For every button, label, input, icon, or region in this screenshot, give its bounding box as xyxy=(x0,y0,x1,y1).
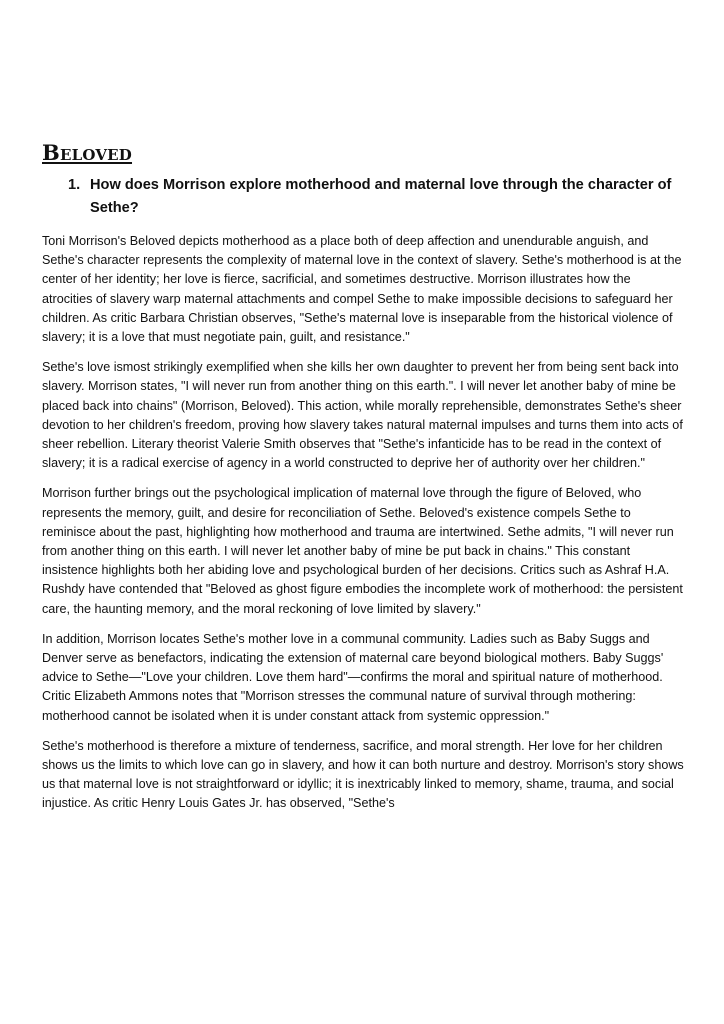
document-title: Beloved xyxy=(42,140,133,165)
paragraph-infanticide: Sethe's love ismost strikingly exemplified when she kills her own daughter to prevent her from being sent back into slavery. Morrison states, "I will never run from another thing on this earth.". I will never let another baby of mine be placed back into chains" (Morrison, Beloved). This action, while morally reprehensible, demonstrates Sethe's sheer devotion to her children's freedom, proving how slavery takes natural maternal impulses and turns them into acts of sheer rebellion. Literary theorist Valerie Smith observes that "Sethe's infanticide has to be read in the context of slavery; it is a radical exercise of agency in a world constructed to deprive her of authority over her children." xyxy=(42,360,683,471)
paragraph-conclusion: Sethe's motherhood is therefore a mixture of tenderness, sacrifice, and moral strength. Her love for her children shows us the limits to which love can go in slavery, and how it can both nurture and destroy. Morrison's story shows us that maternal love is not straightforward or idyllic; it is inextricably linked to memory, shame, trauma, and social injustice. As critic Henry Louis Gates Jr. has observed, "Sethe's xyxy=(42,738,684,811)
question-number: 1. xyxy=(68,177,81,193)
paragraph-communal-mothering: In addition, Morrison locates Sethe's mother love in a communal community. Ladies such as Baby Suggs and Denver serve as benefactors, indicating the extension of maternal care beyond biological mothers. Baby Suggs' advice to Sethe—"Love your children. Love them hard"—confirms the moral and spiritual nature of motherhood. Critic Elizabeth Ammons notes that "Morrison stresses the communal nature of survival through mothering: motherhood cannot be isolated when it is under constant attack from systemic oppression." xyxy=(42,631,664,723)
question-text: How does Morrison explore motherhood and maternal love through the character of Sethe? xyxy=(90,177,672,216)
paragraph-intro: Toni Morrison's Beloved depicts motherhood as a place both of deep affection and unendurable anguish, and Sethe's character represents the complexity of maternal love in the context of slavery. Sethe's motherhood is at the center of her identity; her love is fierce, sacrificial, and sometimes destructive. Morrison illustrates how the atrocities of slavery warp maternal attachments and compel Sethe to make impossible decisions to safeguard her children. As critic Barbara Christian observes, "Sethe's maternal love is inseparable from the historical violence of slavery; it is a love that must negotiate pain, guilt, and resistance." xyxy=(42,234,682,345)
paragraph-beloved-figure: Morrison further brings out the psychological implication of maternal love through the figure of Beloved, who represents the memory, guilt, and desire for reconciliation of Sethe. Beloved's existence compels Sethe to reminisce about the past, highlighting how motherhood and trauma are intertwined. Sethe admits, "I will never run from another thing on this earth. I will never let another baby of mine be put back in chains." This constant insistence highlights both her abiding love and psychological burden of her decisions. Critics such as Ashraf H.A. Rushdy have contended that "Beloved as ghost figure embodies the incomplete work of motherhood: the persistent care, the haunting memory, and the moral reckoning of love limited by slavery." xyxy=(42,486,683,616)
question-heading xyxy=(68,174,678,220)
